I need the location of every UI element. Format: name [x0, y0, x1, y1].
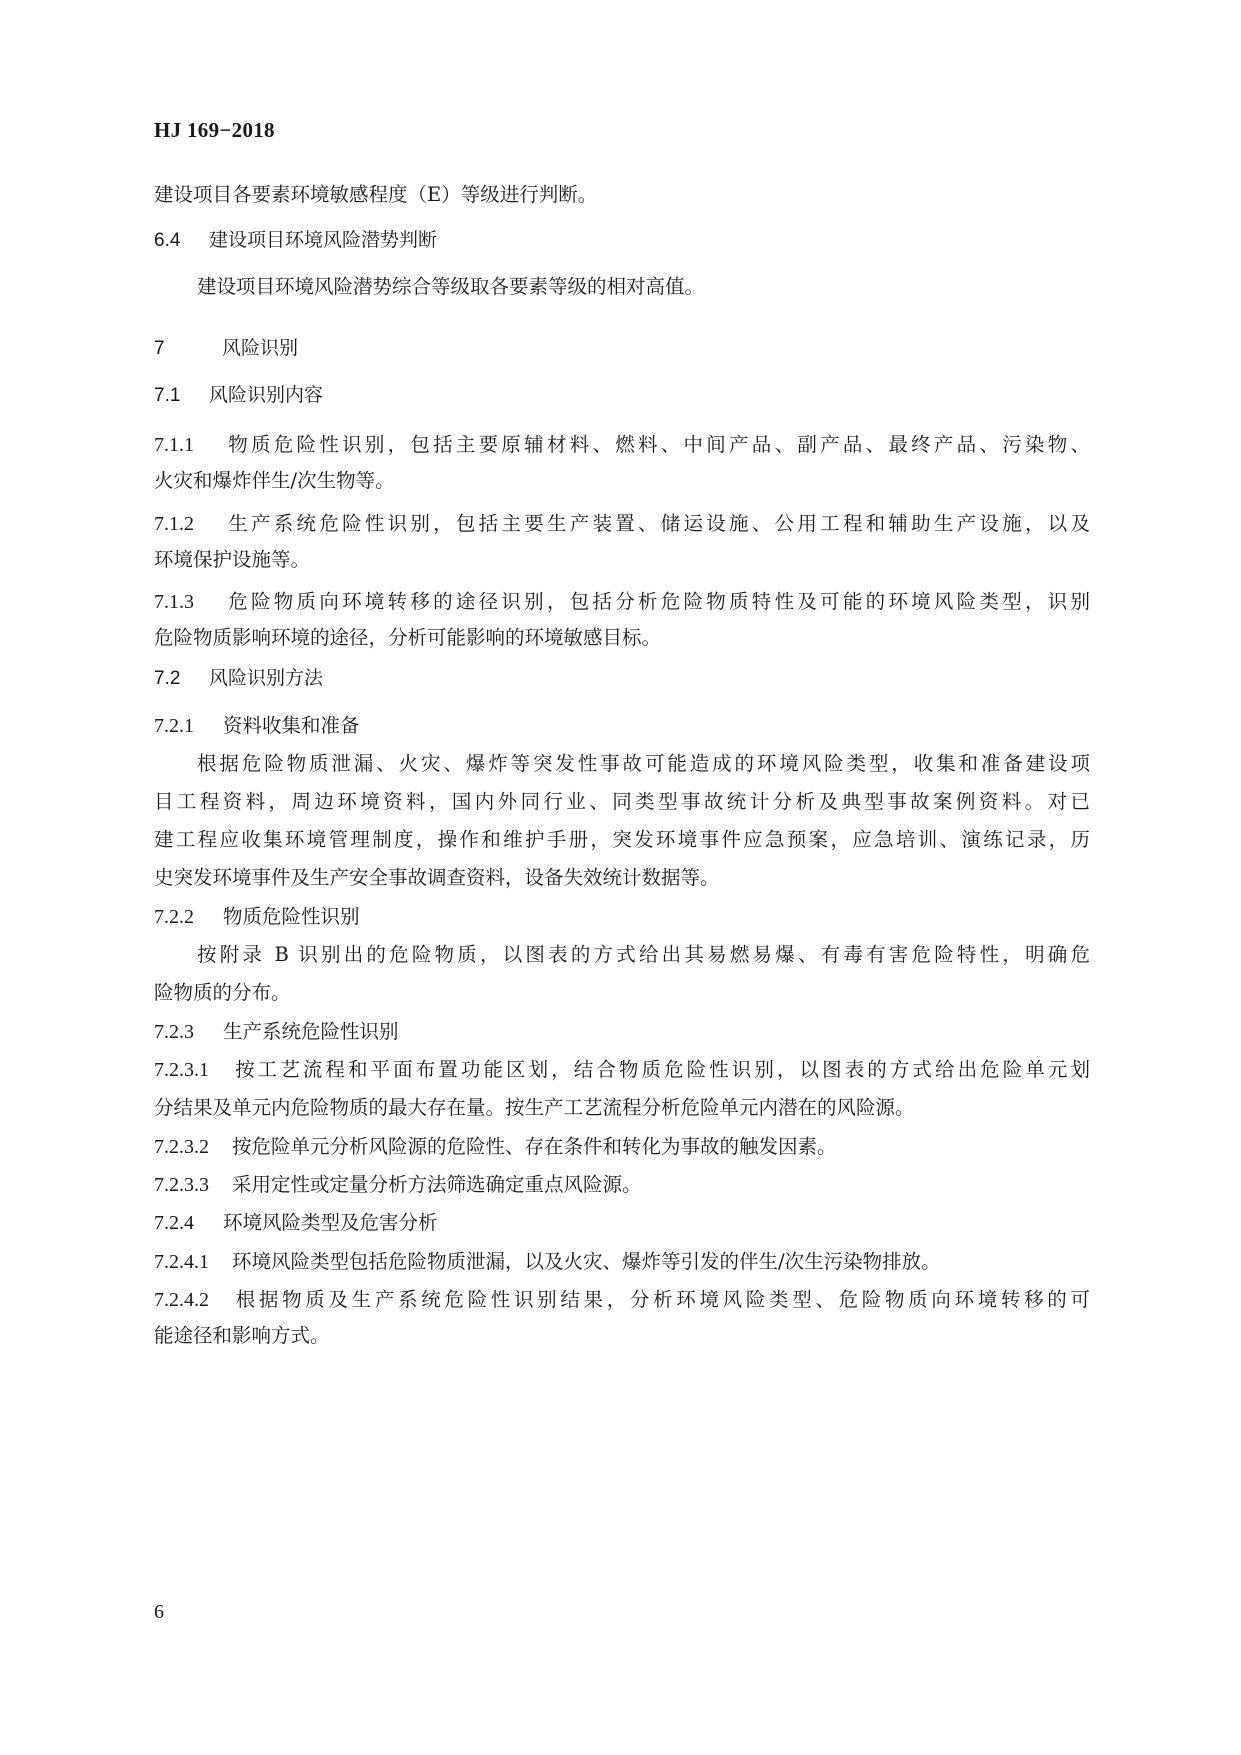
clause-number: 7.2.1 — [154, 715, 194, 737]
section-heading-6-4 — [154, 225, 1090, 256]
text: 史突发环境事件及生产安全事故调查资料，设备失效统计数据等。 — [154, 866, 720, 889]
text: 建设项目环境风险潜势综合等级取各要素等级的相对高值。 — [197, 275, 705, 298]
clause-7-1-2-line-1 — [154, 509, 1090, 539]
clause-number: 7.2.4.1 — [154, 1251, 209, 1273]
text: 险物质的分布。 — [154, 981, 291, 1004]
clause-number: 7.2.3 — [154, 1021, 194, 1043]
paragraph-line — [154, 978, 1090, 1008]
clause-number: 7.2.4 — [154, 1212, 194, 1234]
paragraph-line — [154, 863, 1090, 893]
section-number: 7 — [154, 338, 165, 359]
clause-title: 资料收集和准备 — [223, 714, 360, 737]
section-number: 7.2 — [154, 668, 181, 689]
paragraph-line — [154, 825, 1090, 855]
section-number: 6.4 — [154, 230, 181, 251]
clause-7-2-4-1 — [154, 1247, 1090, 1277]
clause-7-2-3-2 — [154, 1132, 1090, 1162]
text: 建工程应收集环境管理制度，操作和维护手册，突发环境事件应急预案，应急培训、演练记录，历 — [154, 828, 1090, 851]
clause-number: 7.2.3.2 — [154, 1136, 209, 1158]
section-heading-7-1 — [154, 380, 1090, 411]
clause-7-1-2-line-2 — [154, 545, 1090, 575]
clause-number: 7.2.3.1 — [154, 1059, 209, 1081]
text: 根据危险物质泄漏、火灾、爆炸等突发性事故可能造成的环境风险类型，收集和准备建设项 — [197, 752, 1090, 775]
clause-number: 7.1.3 — [154, 591, 194, 613]
clause-heading-7-2-1 — [154, 711, 1090, 741]
clause-heading-7-2-2 — [154, 902, 1090, 932]
section-title: 建设项目环境风险潜势判断 — [209, 229, 438, 251]
standard-code-header: HJ 169−2018 — [154, 118, 275, 142]
clause-title: 物质危险性识别 — [223, 905, 360, 928]
clause-text: 火灾和爆炸伴生/次生物等。 — [154, 469, 395, 492]
clause-text: 环境风险类型包括危险物质泄漏，以及火灾、爆炸等引发的伴生/次生污染物排放。 — [232, 1250, 941, 1273]
section-title: 风险识别 — [222, 337, 299, 359]
clause-title: 生产系统危险性识别 — [223, 1020, 399, 1043]
clause-7-1-1-line-2 — [154, 466, 1090, 496]
text: 目工程资料，周边环境资料，国内外同行业、同类型事故统计分析及典型事故案例资料。对已 — [154, 790, 1090, 813]
clause-7-2-3-1-line-2 — [154, 1093, 1090, 1123]
paragraph-line — [154, 787, 1090, 817]
section-title: 风险识别内容 — [209, 384, 324, 406]
clause-heading-7-2-3 — [154, 1017, 1090, 1047]
clause-number: 7.2.4.2 — [154, 1289, 209, 1311]
paragraph-line — [197, 940, 1090, 970]
clause-text: 采用定性或定量分析方法筛选确定重点风险源。 — [232, 1173, 642, 1196]
clause-text: 按工艺流程和平面布置功能区划，结合物质危险性识别，以图表的方式给出危险单元划 — [232, 1058, 1090, 1081]
clause-7-2-3-3 — [154, 1170, 1090, 1200]
clause-7-1-1-line-1 — [154, 430, 1090, 460]
clause-text: 生产系统危险性识别，包括主要生产装置、储运设施、公用工程和辅助生产设施，以及 — [225, 512, 1090, 535]
clause-7-1-3-line-2 — [154, 623, 1090, 653]
section-heading-7-2 — [154, 663, 1090, 694]
clause-text: 按危险单元分析风险源的危险性、存在条件和转化为事故的触发因素。 — [232, 1135, 837, 1158]
clause-text: 能途径和影响方式。 — [154, 1324, 330, 1347]
page-number: 6 — [154, 1601, 164, 1623]
clause-number: 7.2.3.3 — [154, 1174, 209, 1196]
clause-title: 环境风险类型及危害分析 — [223, 1211, 438, 1234]
section-heading-7 — [154, 333, 1090, 364]
clause-text: 危险物质影响环境的途径，分析可能影响的环境敏感目标。 — [154, 626, 662, 649]
clause-7-2-4-2-line-1 — [154, 1285, 1090, 1315]
clause-7-1-3-line-1 — [154, 587, 1090, 617]
section-number: 7.1 — [154, 385, 181, 406]
clause-number: 7.1.1 — [154, 434, 194, 456]
clause-7-2-4-2-line-2 — [154, 1321, 1090, 1351]
clause-text: 环境保护设施等。 — [154, 548, 311, 571]
paragraph-line — [197, 272, 1090, 302]
text: 按附录 B 识别出的危险物质，以图表的方式给出其易燃易爆、有毒有害危险特性，明确危 — [197, 943, 1090, 966]
clause-number: 7.1.2 — [154, 513, 194, 535]
clause-text: 分结果及单元内危险物质的最大存在量。按生产工艺流程分析危险单元内潜在的风险源。 — [154, 1096, 915, 1119]
clause-text: 危险物质向环境转移的途径识别，包括分析危险物质特性及可能的环境风险类型，识别 — [225, 590, 1090, 613]
paragraph-line — [197, 749, 1090, 779]
section-title: 风险识别方法 — [209, 667, 324, 689]
paragraph-line — [154, 180, 1090, 210]
clause-number: 7.2.2 — [154, 906, 194, 928]
clause-heading-7-2-4 — [154, 1208, 1090, 1238]
clause-text: 物质危险性识别，包括主要原辅材料、燃料、中间产品、副产品、最终产品、污染物、 — [225, 433, 1090, 456]
clause-text: 根据物质及生产系统危险性识别结果，分析环境风险类型、危险物质向环境转移的可 — [232, 1288, 1090, 1311]
clause-7-2-3-1-line-1 — [154, 1055, 1090, 1085]
text: 建设项目各要素环境敏感程度（E）等级进行判断。 — [154, 183, 598, 206]
